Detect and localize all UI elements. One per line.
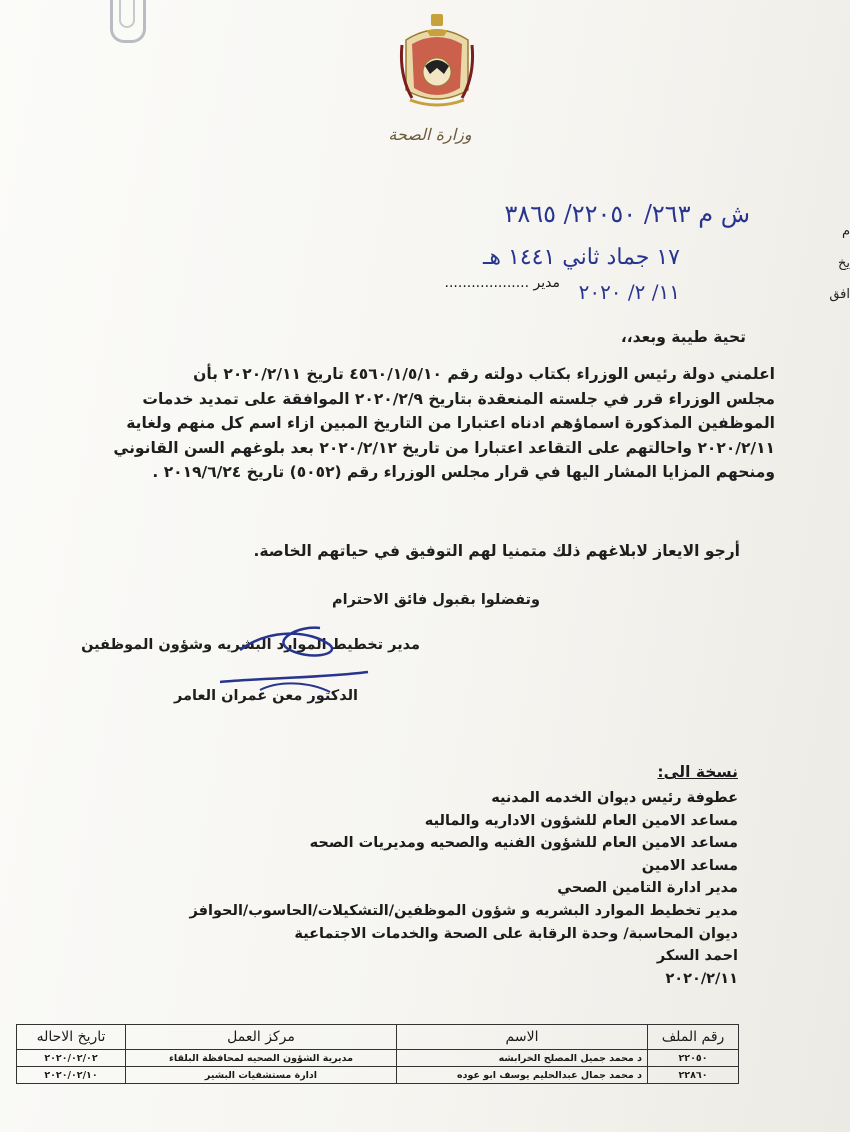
signer-name: الدكتور معن عمران العامر <box>174 688 358 704</box>
addressee-line: مدير ................... <box>444 275 560 291</box>
gregorian-date-label: افق <box>829 287 850 302</box>
cell-retirement-date: ٢٠٢٠/٠٢/٠٢ <box>17 1050 126 1067</box>
reference-number: ش م ٢٦٣/ ٢٢٠٥٠/ ٣٨٦٥ <box>504 200 750 228</box>
body-line: الموظفين المذكورة اسماؤهم ادناه اعتبارا من التاريخ المبين ازاء اسم كل منهم ولغاية <box>126 414 775 432</box>
copy-recipient: مدير تخطيط الموارد البشريه و شؤون الموظفين/التشكيلات/الحاسوب/الحوافز <box>189 902 738 919</box>
greeting: تحية طيبة وبعد،، <box>620 328 746 346</box>
employees-table <box>16 1024 739 1084</box>
hijri-date-label: يخ <box>837 256 850 271</box>
body-line: اعلمني دولة رئيس الوزراء بكتاب دولته رقم ٤٥٦٠/١/٥/١٠ تاريخ ٢٠٢٠/٢/١١ بأن <box>193 365 775 383</box>
coat-of-arms-emblem <box>398 10 476 110</box>
copy-sender: احمد السكر <box>656 948 738 965</box>
copy-recipient: ديوان المحاسبة/ وحدة الرقابة على الصحة والخدمات الاجتماعية <box>294 925 738 942</box>
copy-recipient: مساعد الامين العام للشؤون الاداريه والماليه <box>424 812 738 829</box>
table-row <box>17 1050 739 1067</box>
hijri-date: ١٧ جماد ثاني ١٤٤١ هـ <box>482 245 680 270</box>
body-line: مجلس الوزراء قرر في جلسته المنعقدة بتاريخ ٢٠٢٠/٢/٩ الموافقة على تمديد خدمات <box>142 389 775 408</box>
copy-recipient: مساعد الامين <box>641 857 738 874</box>
copy-recipient: مدير ادارة التامين الصحي <box>557 880 738 897</box>
cell-name: د محمد جمال عبدالحليم يوسف ابو عوده <box>397 1067 648 1084</box>
copies-list <box>178 787 738 990</box>
cell-name: د محمد جميل المصلح الخرابشه <box>397 1050 648 1067</box>
cell-retirement-date: ٢٠٢٠/٠٢/١٠ <box>17 1067 126 1084</box>
paper-clip <box>110 0 146 43</box>
request-line: أرجو الايعاز لابلاغهم ذلك متمنيا لهم التوفيق في حياتهم الخاصة. <box>253 542 740 560</box>
table-row <box>17 1067 739 1084</box>
ministry-name: وزارة الصحة <box>388 125 472 144</box>
header-name: الاسم <box>397 1025 648 1050</box>
header-retirement-date: تاريخ الاحاله <box>17 1025 126 1050</box>
copy-recipient: عطوفة رئيس ديوان الخدمه المدنيه <box>491 790 738 806</box>
letter-body <box>95 362 775 485</box>
header-workplace: مركز العمل <box>126 1025 397 1050</box>
reference-number-label: م <box>841 224 850 239</box>
cell-file-number: ٢٢٨٦٠ <box>648 1067 739 1084</box>
copy-date: ٢٠٢٠/٢/١١ <box>665 970 738 987</box>
copy-recipient: مساعد الامين العام للشؤون الفنيه والصحيه ومديريات الصحه <box>309 835 738 852</box>
table-header-row <box>17 1025 739 1050</box>
cell-file-number: ٢٢٠٥٠ <box>648 1050 739 1067</box>
gregorian-date: ١١/ ٢/ ٢٠٢٠ <box>578 280 680 304</box>
copies-title: نسخة الى: <box>657 763 738 781</box>
closing-line: وتفضلوا بقبول فائق الاحترام <box>332 592 540 608</box>
cell-workplace: ادارة مستشفيات البشير <box>126 1067 397 1084</box>
body-line: ومنحهم المزايا المشار اليها في قرار مجلس الوزراء رقم (٥٠٥٢) تاريخ ٢٠١٩/٦/٢٤ . <box>152 463 775 481</box>
cell-workplace: مديرية الشؤون الصحيه لمحافظة البلقاء <box>126 1050 397 1067</box>
header-file-number: رقم الملف <box>648 1025 739 1050</box>
body-line: ٢٠٢٠/٢/١١ واحالتهم على التقاعد اعتبارا من تاريخ ٢٠٢٠/٢/١٢ بعد بلوغهم السن القانوني <box>113 438 775 457</box>
signer-title: مدير تخطيط الموارد البشريه وشؤون الموظفين <box>81 637 420 653</box>
